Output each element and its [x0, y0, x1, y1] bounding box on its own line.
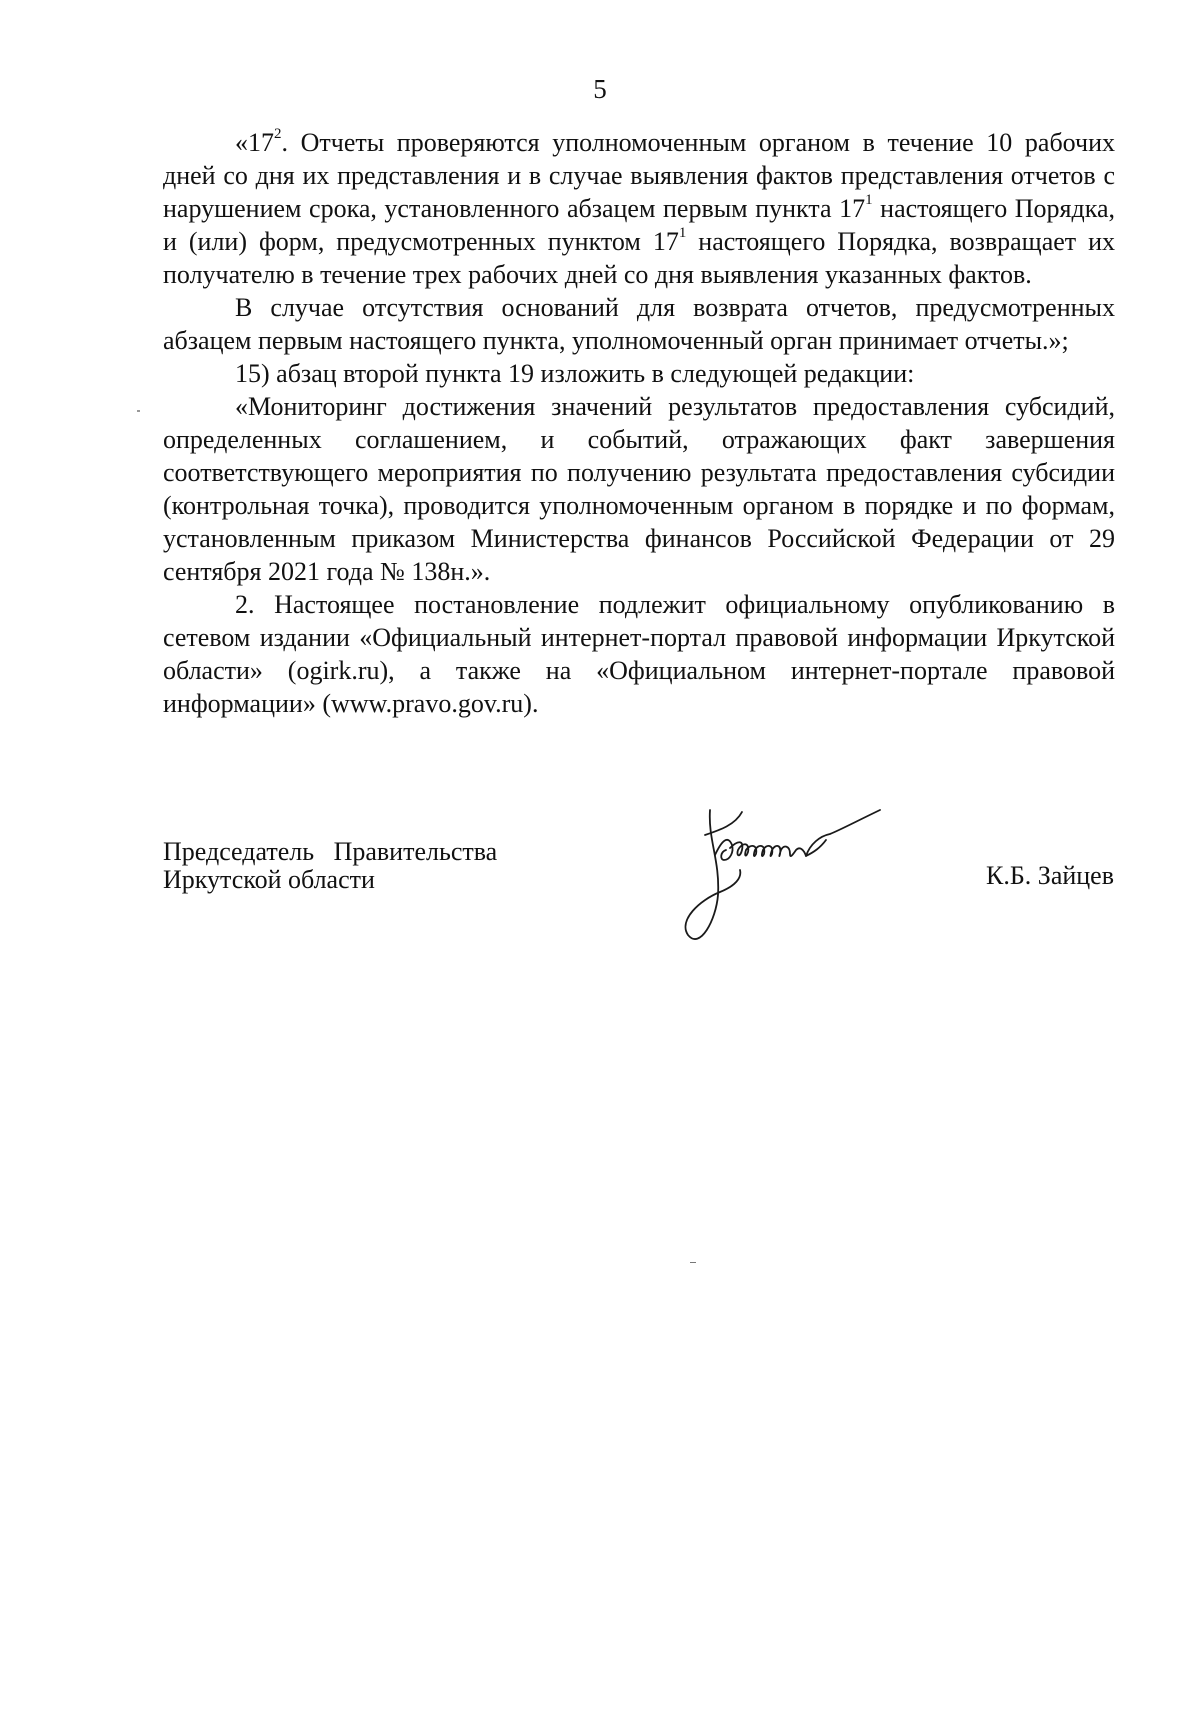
superscript: 1	[865, 192, 873, 209]
page-number: 5	[593, 74, 607, 104]
signatory-name: К.Б. Зайцев	[986, 861, 1114, 890]
paragraph-text: настоящего Порядка, возвращает их получателю в течение трех рабочих дней со дня выявления указанных фактов.	[163, 227, 1116, 289]
paragraph-17-2	[163, 126, 1115, 291]
superscript: 1	[678, 225, 687, 242]
scan-mark	[690, 1262, 696, 1263]
paragraph-text: настоящего Порядка, и (или) форм, предусмотренных пунктом 17	[163, 194, 1115, 256]
paragraph-no-grounds: В случае отсутствия оснований для возврата отчетов, предусмотренных абзацем первым настоящего пункта, уполномоченный орган принимает отчеты.»;	[163, 293, 1115, 355]
paragraph-monitoring: «Мониторинг достижения значений результатов предоставления субсидий, определенных соглашением, и событий, отражающих факт завершения соответствующего мероприятия по получению результата предоставления субсидии (контрольная точка), проводится уполномоченным органом в порядке и по формам, установленным приказом Министерства финансов Российской Федерации от 29 сентября 2021 года № 138н.».	[163, 392, 1115, 586]
signatory-role-line-2: Иркутской области	[163, 865, 375, 894]
document-body	[163, 126, 1115, 720]
paragraph-publication: 2. Настоящее постановление подлежит официальному опубликованию в сетевом издании «Официальный интернет-портал правовой информации Иркутской области» (ogirk.ru), а также на «Официальном интернет-портале правовой информации» (www.pravo.gov.ru).	[163, 590, 1115, 718]
paragraph-text: . Отчеты проверяются уполномоченным органом в течение 10 рабочих дней со дня их представления и в случае выявления фактов представления отчетов с нарушением срока, установленного абзацем первым пункта 17	[163, 128, 1115, 223]
scan-speck	[137, 410, 140, 412]
paragraph-item-15: 15) абзац второй пункта 19 изложить в следующей редакции:	[235, 359, 915, 388]
signatory-role-line-1: Председатель Правительства	[163, 837, 498, 866]
signatory-title	[163, 838, 497, 894]
superscript: 2	[274, 126, 282, 143]
handwritten-signature	[680, 800, 930, 960]
paragraph-text: «17	[235, 128, 274, 157]
